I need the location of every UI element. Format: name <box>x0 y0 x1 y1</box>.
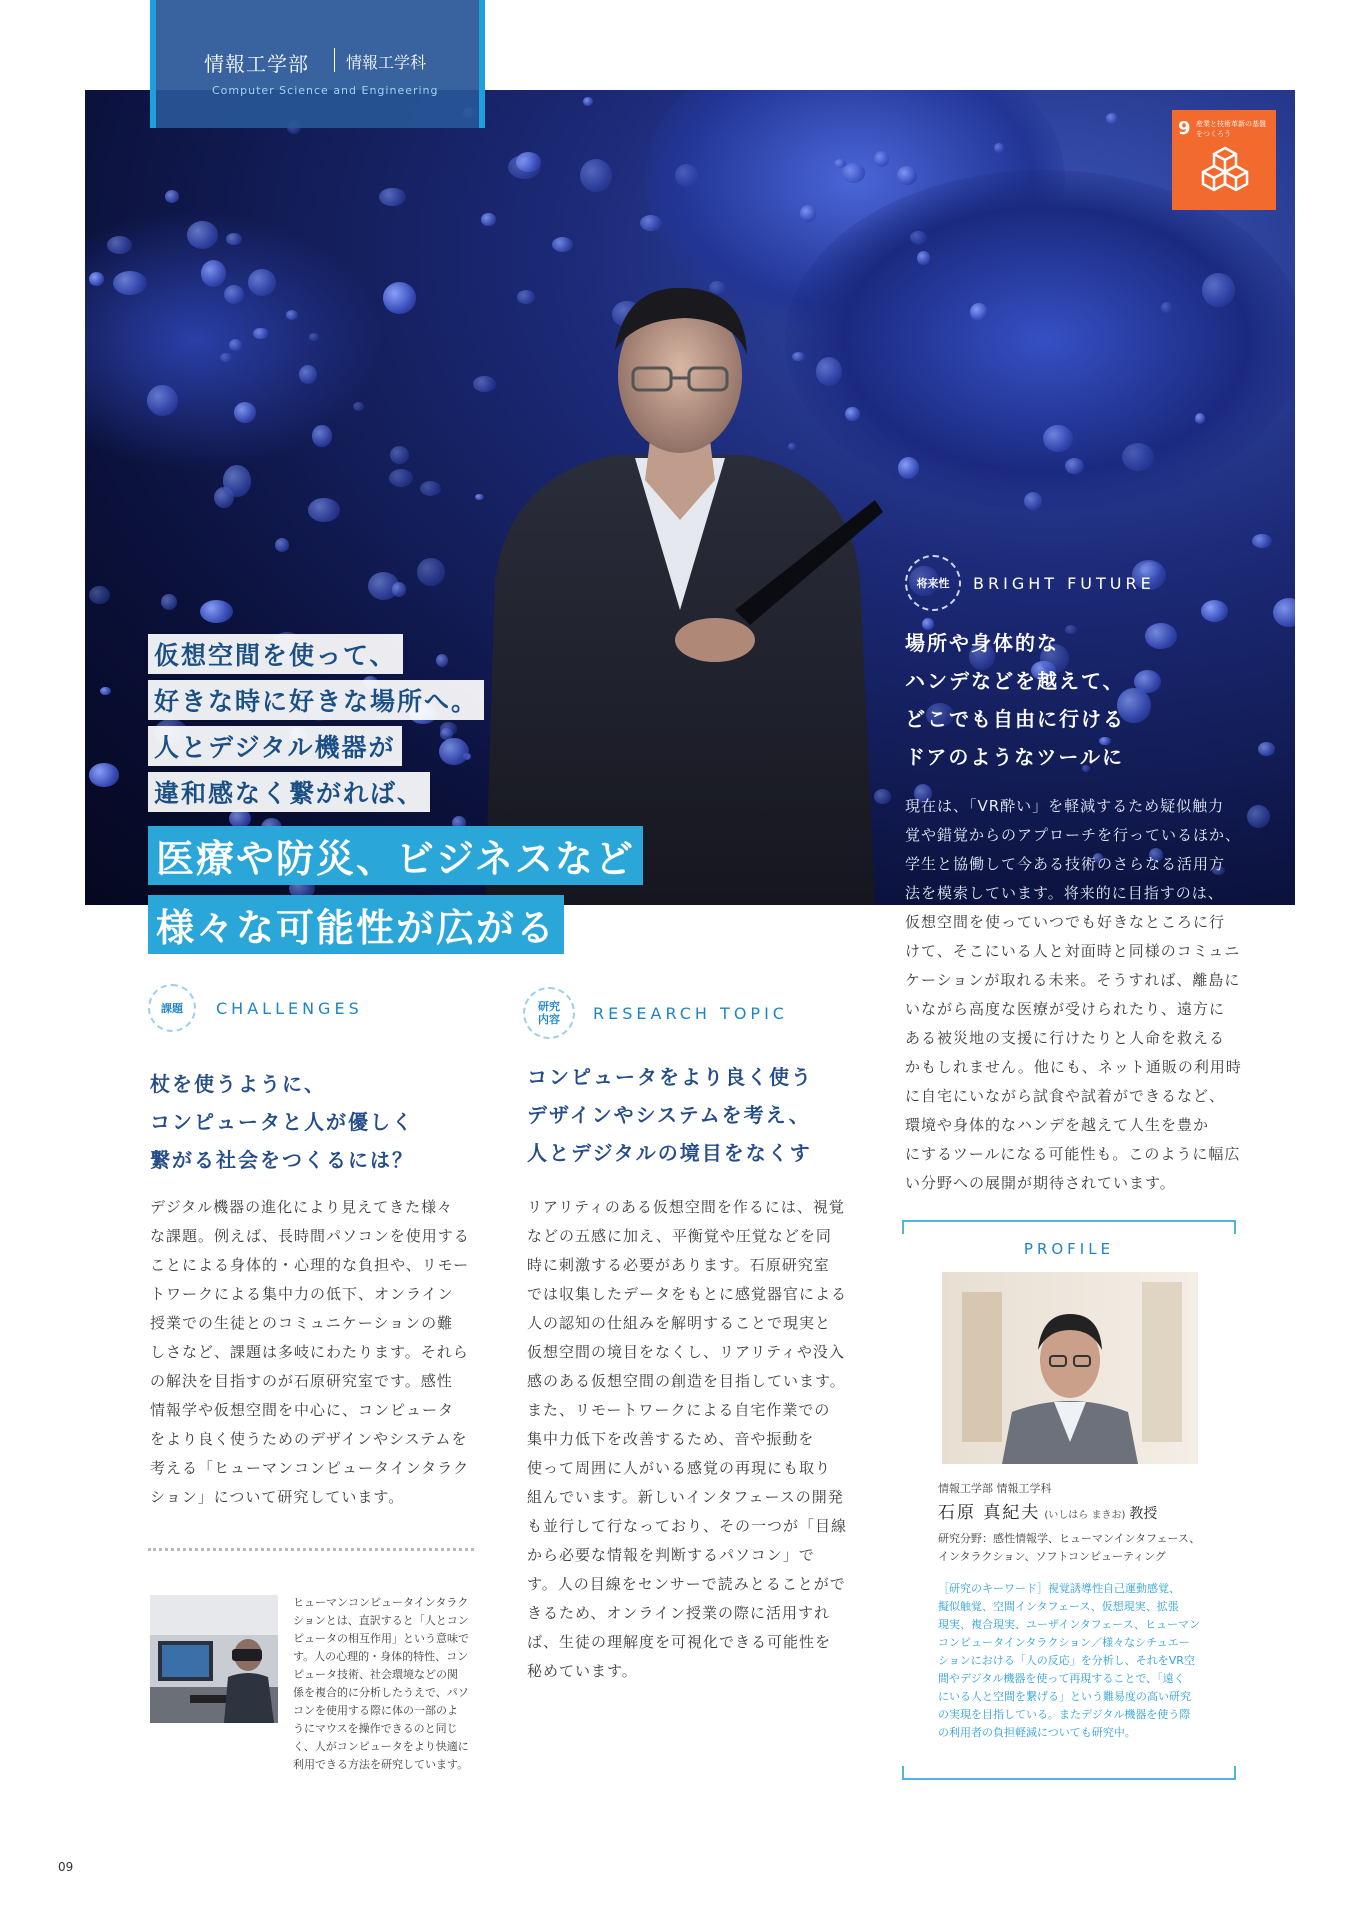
headline-line: 仮想空間を使って、 <box>148 634 403 674</box>
future-body-line: い分野への展開が期待されています。 <box>905 1174 1176 1192</box>
profile-reading: (いしはら まきお) <box>1044 1510 1126 1521</box>
bokeh-dot <box>481 213 495 226</box>
bokeh-dot <box>910 231 927 243</box>
challenges-body-line: ション」について研究しています。 <box>150 1488 405 1506</box>
bokeh-dot <box>420 481 441 496</box>
sdg-goal-9-badge <box>1172 110 1276 210</box>
department-english: Computer Science and Engineering <box>212 84 439 97</box>
headline <box>148 634 643 954</box>
research-heading-line: デザインやシステムを考え、 <box>527 1103 811 1127</box>
sdg-number: 9 <box>1178 118 1191 139</box>
hci-note-line: ヒューマンコンピュータインタラク <box>293 1596 469 1609</box>
challenges-heading-line: 繋がる社会をつくるには？ <box>150 1148 414 1172</box>
research-body-line: から必要な情報を判断するパソコン」で <box>527 1546 815 1564</box>
challenges-body-line: 情報学や仮想空間を中心に、コンピュータ <box>150 1401 455 1419</box>
profile-name-row <box>938 1498 1157 1523</box>
bokeh-dot <box>1195 413 1206 424</box>
profile-keyword-line: 間やデジタル機器を使って再現することで、「遠く <box>938 1672 1185 1685</box>
challenges-body-line: 授業での生徒とのコミュニケーションの難 <box>150 1314 454 1332</box>
profile-field-line: 研究分野：感性情報学、ヒューマンインタフェース、 <box>938 1532 1201 1545</box>
bokeh-dot <box>417 558 446 586</box>
future-body-line: けて、そこにいる人と対面時と同様のコミュニ <box>905 942 1241 960</box>
bokeh-dot <box>1201 600 1228 622</box>
bokeh-dot <box>226 233 242 245</box>
future-heading-line: 場所や身体的な <box>905 631 1059 655</box>
hci-note-line: うにマウスを操作できるのと同じ <box>293 1722 458 1735</box>
headline-big: 様々な可能性が広がる <box>148 895 564 954</box>
cubes-icon <box>1200 144 1250 194</box>
bokeh-dot <box>552 237 573 252</box>
challenges-body-line: デジタル機器の進化により見えてきた様々 <box>150 1198 454 1216</box>
bokeh-dot <box>312 425 332 446</box>
bokeh-dot <box>308 498 340 522</box>
future-body-line: 覚や錯覚からのアプローチを行っているほか、 <box>905 826 1242 844</box>
research-body <box>527 1193 867 1686</box>
bokeh-dot <box>353 402 364 411</box>
hci-note-line: コンを使用する際に体の一部のよ <box>293 1704 458 1717</box>
research-heading-line: 人とデジタルの境目をなくす <box>527 1141 812 1165</box>
research-body-line: などの五感に加え、平衡覚や圧覚などを同 <box>527 1227 832 1245</box>
bokeh-dot <box>165 190 179 203</box>
bokeh-dot <box>161 594 177 609</box>
future-heading-line: どこでも自由に行ける <box>905 707 1125 731</box>
future-body-line: かもしれません。他にも、ネット通販の利用時 <box>905 1058 1242 1076</box>
bokeh-dot <box>107 236 132 254</box>
research-body-line: 人の認知の仕組みを解明することで現実と <box>527 1314 832 1332</box>
hci-note-line: ピュータ技術、社会環境などの関 <box>293 1668 458 1681</box>
profile-fields <box>938 1530 1238 1566</box>
page-number: 09 <box>58 1860 74 1874</box>
bokeh-dot <box>89 763 120 787</box>
research-body-line: す。人の目線をセンサーで読みとることがで <box>527 1575 846 1593</box>
bokeh-dot <box>1161 302 1172 313</box>
future-label-en: BRIGHT FUTURE <box>973 573 1155 593</box>
research-body-line: ば、生徒の理解度を可視化できる可能性を <box>527 1633 832 1651</box>
hci-note-line: す。人の心理的・身体的特性、コン <box>293 1650 469 1663</box>
research-body-line: 組んでいます。新しいインタフェースの開発 <box>527 1488 844 1506</box>
future-body-line: 現在は、「VR酔い」を軽減するため疑似触力 <box>905 797 1225 815</box>
hci-note-line: 係を複合的に分析したうえで、パソ <box>293 1686 469 1699</box>
profile-keyword-line: ションにおける「人の反応」を分析し、それをVR空 <box>938 1654 1195 1667</box>
profile-photo <box>942 1272 1198 1464</box>
challenges-body-line: の解決を目指すのが石原研究室です。感性 <box>150 1372 453 1390</box>
research-body-line: きるため、オンライン授業の際に活用すれ <box>527 1604 830 1622</box>
research-body-line: 時に刺激する必要があります。石原研究室 <box>527 1256 830 1274</box>
hci-note <box>293 1594 483 1774</box>
research-heading-line: コンピュータをより良く使う <box>527 1065 813 1089</box>
research-label-en: RESEARCH TOPIC <box>593 1003 788 1023</box>
bokeh-dot <box>309 333 319 340</box>
future-heading-line: ドアのようなツールに <box>905 745 1124 769</box>
bokeh-dot <box>1273 598 1295 627</box>
profile-keyword-line: 現実、複合現実、ユーザインタフェース、ヒューマン <box>938 1618 1201 1631</box>
challenges-body-line: な課題。例えば、長時間パソコンを使用する <box>150 1227 470 1245</box>
challenges-badge: 課題 <box>148 984 196 1032</box>
research-body-line: 使って周囲に人がいる感覚の再現にも取り <box>527 1459 832 1477</box>
challenges-label-en: CHALLENGES <box>216 998 363 1018</box>
profile-top-bracket <box>902 1220 1236 1234</box>
research-body-line: リアリティのある仮想空間を作るには、視覚 <box>527 1198 845 1216</box>
department-tab <box>150 0 485 128</box>
department-name: 情報工学科 <box>346 53 427 72</box>
bokeh-dot <box>897 166 917 185</box>
future-body-line: ある被災地の支援に行けたりと人命を救える <box>905 1029 1226 1047</box>
bokeh-dot <box>234 402 256 423</box>
bokeh-dot <box>248 269 276 296</box>
profile-keyword-line: にいる人と空間を繋げる」という難易度の高い研究 <box>938 1690 1191 1703</box>
bokeh-dot <box>223 465 251 496</box>
bokeh-dot <box>1202 273 1235 307</box>
bokeh-dot <box>392 582 407 597</box>
future-body-line: にするツールになる可能性も。このように幅広 <box>905 1145 1241 1163</box>
research-body-line: 秘めています。 <box>527 1662 638 1680</box>
bokeh-dot <box>1247 805 1270 828</box>
bokeh-dot <box>383 282 416 314</box>
bokeh-dot <box>800 205 816 222</box>
bokeh-dot <box>1106 113 1117 124</box>
challenges-body-line: ことによる身体的・心理的な負担や、リモー <box>150 1256 470 1274</box>
bokeh-dot <box>286 310 298 319</box>
challenges-body <box>150 1193 485 1512</box>
challenges-body-line: をより良く使うためのデザインやシステムを <box>150 1430 468 1448</box>
bokeh-dot <box>390 446 409 464</box>
bokeh-dot <box>842 163 865 183</box>
bokeh-dot <box>201 260 226 287</box>
bokeh-dot <box>583 97 594 107</box>
future-badge: 将来性 <box>905 555 961 611</box>
bokeh-dot <box>970 303 988 321</box>
profile-field-line: インタラクション、ソフトコンピューティング <box>938 1550 1166 1563</box>
bokeh-dot <box>1252 534 1271 548</box>
bokeh-dot <box>1258 742 1275 756</box>
bokeh-dot <box>100 687 110 695</box>
bokeh-dot <box>994 143 1005 152</box>
challenges-body-line: しさなど、課題は多岐にわたります。それら <box>150 1343 469 1361</box>
bokeh-dot <box>389 469 413 487</box>
future-body-line: 仮想空間を使っていつでも好きなところに行 <box>905 913 1226 931</box>
profile-title: 教授 <box>1129 1506 1158 1522</box>
bokeh-dot <box>379 188 405 207</box>
bokeh-dot <box>1145 623 1178 650</box>
research-body-line: また、リモートワークによる自宅作業での <box>527 1401 831 1419</box>
hci-note-line: 利用できる方法を研究しています。 <box>293 1758 469 1771</box>
future-body-line: 法を模索しています。将来的に目指すのは、 <box>905 884 1224 902</box>
bokeh-dot <box>508 155 541 179</box>
future-body-line: 学生と協働して今ある技術のさらなる活用方 <box>905 855 1226 873</box>
challenges-heading-line: コンピュータと人が優しく <box>150 1110 414 1134</box>
research-heading <box>527 1058 813 1172</box>
hci-note-line: ションとは、直訳すると「人とコン <box>293 1614 469 1627</box>
research-body-line: も並行して行なっており、その一つが「目線 <box>527 1517 848 1535</box>
bokeh-dot <box>1065 458 1084 473</box>
future-heading-line: ハンデなどを越えて、 <box>905 669 1125 693</box>
hci-note-line: ピュータの相互作用」という意味で <box>293 1632 469 1645</box>
bokeh-dot <box>874 151 889 167</box>
profile-keyword-line: コンピュータインタラクション／様々なシチュエー <box>938 1636 1190 1649</box>
profile-name: 石原 真紀夫 <box>938 1503 1041 1523</box>
research-body-line: では収集したデータをもとに感覚器官による <box>527 1285 848 1303</box>
future-label <box>905 555 1155 611</box>
bokeh-dot <box>675 164 698 186</box>
hci-note-line: く、人がコンピュータをより快適に <box>293 1740 469 1753</box>
bokeh-dot <box>1134 670 1161 693</box>
challenges-body-line: トワークによる集中力の低下、オンライン <box>150 1285 454 1303</box>
profile-keyword-line: 擬似触覚、空間インタフェース、仮想現実、拡張 <box>938 1600 1179 1613</box>
profile-keywords <box>938 1580 1238 1742</box>
profile-bottom-bracket <box>902 1766 1236 1780</box>
vr-lab-photo <box>150 1595 278 1723</box>
bokeh-dot <box>275 538 289 552</box>
future-body-line: に自宅にいながら試食や試着ができるなど、 <box>905 1087 1226 1105</box>
headline-line: 違和感なく繋がれば、 <box>148 772 430 812</box>
future-body <box>905 792 1245 1198</box>
headline-line: 人とデジタル機器が <box>148 726 402 766</box>
profile-affiliation: 情報工学部 情報工学科 <box>938 1482 1052 1495</box>
bokeh-dot <box>1122 443 1154 471</box>
research-body-line: 感のある仮想空間の創造を目指しています。 <box>527 1372 846 1390</box>
research-body-line: 集中力低下を改善するため、音や振動を <box>527 1430 815 1448</box>
faculty-name: 情報工学部 <box>204 52 309 76</box>
bokeh-dot <box>89 272 104 286</box>
bokeh-dot <box>1024 492 1042 510</box>
research-body-line: 仮想空間の境目をなくし、リアリティや没入 <box>527 1343 845 1361</box>
challenges-body-line: 考える「ヒューマンコンピュータインタラク <box>150 1459 470 1477</box>
bokeh-dot <box>580 159 613 192</box>
challenges-label <box>148 984 363 1032</box>
profile-keyword-line: ［研究のキーワード］視覚誘導性自己運動感覚、 <box>938 1582 1180 1595</box>
dotted-divider <box>148 1548 474 1551</box>
bokeh-dot <box>89 586 110 604</box>
challenges-heading-line: 杖を使うように、 <box>150 1072 326 1096</box>
profile-label: PROFILE <box>1023 1240 1115 1258</box>
sdg-text: 産業と技術革新の基盤をつくろう <box>1196 120 1266 138</box>
research-label <box>523 987 788 1039</box>
future-heading <box>905 624 1125 776</box>
challenges-heading <box>150 1065 414 1179</box>
bokeh-dot <box>229 339 242 352</box>
future-body-line: 環境や身体的なハンデを越えて人生を豊か <box>905 1116 1210 1134</box>
headline-big: 医療や防災、ビジネスなど <box>148 826 643 885</box>
future-body-line: ケーションが取れる未来。そうすれば、離島に <box>905 971 1241 989</box>
research-badge: 研究内容 <box>523 987 575 1039</box>
divider <box>334 48 335 72</box>
bokeh-dot <box>147 385 178 416</box>
bokeh-dot <box>200 600 233 623</box>
future-body-line: いながら高度な医療が受けられたり、遠方に <box>905 1000 1226 1018</box>
profile-keyword-line: の実現を目指している。またデジタル機器を使う際 <box>938 1708 1191 1721</box>
profile-keyword-line: の利用者の負担軽減についても研究中。 <box>938 1726 1136 1739</box>
headline-line: 好きな時に好きな場所へ。 <box>148 680 484 720</box>
